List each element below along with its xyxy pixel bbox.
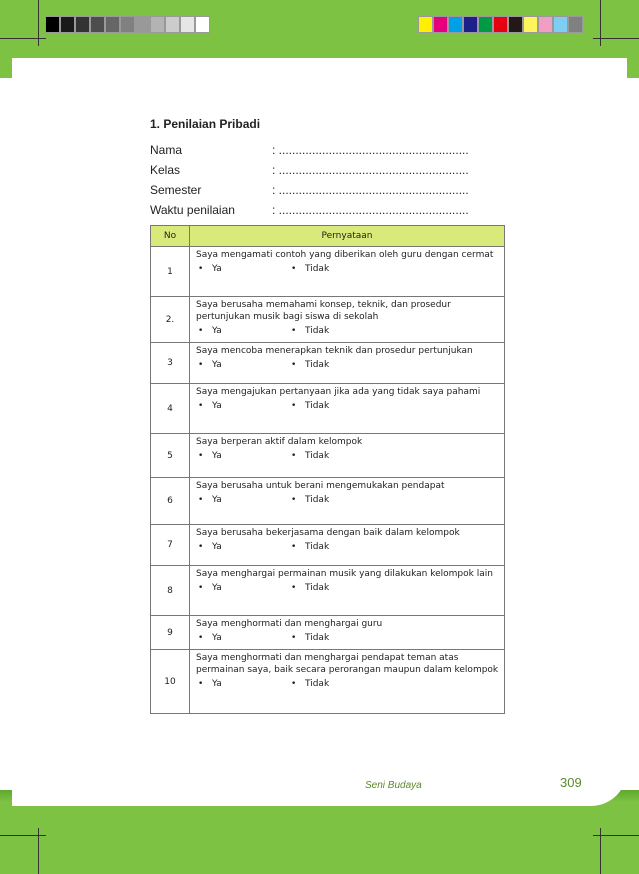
color-swatch bbox=[463, 16, 478, 33]
bullet-icon: • bbox=[198, 542, 204, 552]
option-label: Ya bbox=[212, 360, 222, 370]
option-tidak[interactable] bbox=[291, 541, 329, 553]
field-label: Nama bbox=[150, 143, 183, 157]
option-ya[interactable] bbox=[196, 632, 291, 644]
bullet-icon: • bbox=[291, 360, 297, 370]
table-row bbox=[151, 650, 505, 714]
table-row bbox=[151, 343, 505, 384]
row-number: 9 bbox=[151, 616, 190, 650]
statement-text: Saya mencoba menerapkan teknik dan prosedur pertunjukan bbox=[196, 346, 473, 356]
row-number: 4 bbox=[151, 384, 190, 434]
table-row bbox=[151, 434, 505, 478]
color-swatch bbox=[180, 16, 195, 33]
table-header-row bbox=[151, 226, 505, 247]
answer-options bbox=[196, 263, 499, 275]
table-row bbox=[151, 566, 505, 616]
option-ya[interactable] bbox=[196, 400, 291, 412]
process-color-bar bbox=[418, 16, 583, 33]
option-label: Tidak bbox=[305, 495, 330, 505]
option-ya[interactable] bbox=[196, 325, 291, 337]
option-tidak[interactable] bbox=[291, 678, 329, 690]
bullet-icon: • bbox=[291, 401, 297, 411]
option-tidak[interactable] bbox=[291, 359, 329, 371]
row-statement-cell bbox=[190, 434, 505, 478]
row-number: 7 bbox=[151, 525, 190, 566]
color-swatch bbox=[478, 16, 493, 33]
bullet-icon: • bbox=[198, 495, 204, 505]
statement-text: Saya mengajukan pertanyaan jika ada yang tidak saya pahami bbox=[196, 387, 481, 397]
option-ya[interactable] bbox=[196, 678, 291, 690]
color-swatch bbox=[418, 16, 433, 33]
row-number: 3 bbox=[151, 343, 190, 384]
color-swatch bbox=[150, 16, 165, 33]
crop-mark bbox=[593, 835, 639, 836]
option-label: Ya bbox=[212, 451, 222, 461]
header-no: No bbox=[151, 226, 190, 247]
option-ya[interactable] bbox=[196, 359, 291, 371]
color-swatch bbox=[508, 16, 523, 33]
color-swatch bbox=[60, 16, 75, 33]
crop-mark bbox=[38, 0, 39, 46]
answer-options bbox=[196, 541, 499, 553]
color-swatch bbox=[523, 16, 538, 33]
option-label: Tidak bbox=[305, 583, 330, 593]
row-statement-cell bbox=[190, 566, 505, 616]
option-label: Tidak bbox=[305, 679, 330, 689]
crop-mark bbox=[593, 38, 639, 39]
row-number: 8 bbox=[151, 566, 190, 616]
row-statement-cell bbox=[190, 650, 505, 714]
section-title: 1. Penilaian Pribadi bbox=[150, 117, 261, 131]
bullet-icon: • bbox=[198, 360, 204, 370]
option-label: Ya bbox=[212, 264, 222, 274]
row-number: 2. bbox=[151, 297, 190, 343]
option-ya[interactable] bbox=[196, 263, 291, 275]
bullet-icon: • bbox=[198, 401, 204, 411]
row-number: 10 bbox=[151, 650, 190, 714]
statement-text: Saya menghormati dan menghargai pendapat teman atas permainan saya, baik secara perorangan maupun dalam kelompok bbox=[196, 653, 499, 675]
row-statement-cell bbox=[190, 343, 505, 384]
answer-options bbox=[196, 494, 499, 506]
bullet-icon: • bbox=[198, 264, 204, 274]
field-blank: : ......................................................... bbox=[272, 203, 469, 217]
statement-text: Saya mengamati contoh yang diberikan oleh guru dengan cermat bbox=[196, 250, 494, 260]
color-swatch bbox=[120, 16, 135, 33]
color-swatch bbox=[493, 16, 508, 33]
grayscale-color-bar bbox=[45, 16, 210, 33]
assessment-table bbox=[150, 225, 505, 714]
statement-text: Saya berusaha memahami konsep, teknik, dan prosedur pertunjukan musik bagi siswa di sekolah bbox=[196, 300, 451, 322]
statement-text: Saya menghargai permainan musik yang dilakukan kelompok lain bbox=[196, 569, 493, 579]
option-label: Ya bbox=[212, 679, 222, 689]
statement-text: Saya berusaha untuk berani mengemukakan pendapat bbox=[196, 481, 445, 491]
crop-mark bbox=[0, 835, 46, 836]
crop-mark bbox=[0, 38, 46, 39]
option-tidak[interactable] bbox=[291, 450, 329, 462]
row-statement-cell bbox=[190, 478, 505, 525]
bullet-icon: • bbox=[291, 451, 297, 461]
color-swatch bbox=[553, 16, 568, 33]
option-label: Tidak bbox=[305, 264, 330, 274]
field-label: Semester bbox=[150, 183, 202, 197]
bullet-icon: • bbox=[291, 583, 297, 593]
crop-mark bbox=[600, 0, 601, 46]
color-swatch bbox=[105, 16, 120, 33]
answer-options bbox=[196, 400, 499, 412]
table-row bbox=[151, 297, 505, 343]
row-number: 5 bbox=[151, 434, 190, 478]
field-label: Waktu penilaian bbox=[150, 203, 235, 217]
option-tidak[interactable] bbox=[291, 325, 329, 337]
bullet-icon: • bbox=[198, 633, 204, 643]
row-statement-cell bbox=[190, 247, 505, 297]
answer-options bbox=[196, 325, 499, 337]
field-blank: : ......................................................... bbox=[272, 143, 469, 157]
option-label: Tidak bbox=[305, 633, 330, 643]
bullet-icon: • bbox=[291, 326, 297, 336]
book-title: Seni Budaya bbox=[365, 780, 422, 791]
bullet-icon: • bbox=[291, 542, 297, 552]
bullet-icon: • bbox=[198, 583, 204, 593]
color-swatch bbox=[135, 16, 150, 33]
option-ya[interactable] bbox=[196, 494, 291, 506]
statement-text: Saya berperan aktif dalam kelompok bbox=[196, 437, 363, 447]
bullet-icon: • bbox=[291, 495, 297, 505]
option-label: Ya bbox=[212, 495, 222, 505]
row-statement-cell bbox=[190, 297, 505, 343]
answer-options bbox=[196, 632, 499, 644]
option-label: Tidak bbox=[305, 542, 330, 552]
bullet-icon: • bbox=[291, 633, 297, 643]
table-row bbox=[151, 247, 505, 297]
color-swatch bbox=[75, 16, 90, 33]
row-statement-cell bbox=[190, 616, 505, 650]
bullet-icon: • bbox=[291, 679, 297, 689]
row-statement-cell bbox=[190, 384, 505, 434]
bullet-icon: • bbox=[291, 264, 297, 274]
option-ya[interactable] bbox=[196, 450, 291, 462]
option-tidak[interactable] bbox=[291, 632, 329, 644]
answer-options bbox=[196, 678, 499, 690]
option-tidak[interactable] bbox=[291, 263, 329, 275]
row-statement-cell bbox=[190, 525, 505, 566]
option-tidak[interactable] bbox=[291, 582, 329, 594]
option-label: Tidak bbox=[305, 360, 330, 370]
bullet-icon: • bbox=[198, 679, 204, 689]
answer-options bbox=[196, 582, 499, 594]
row-number: 1 bbox=[151, 247, 190, 297]
color-swatch bbox=[448, 16, 463, 33]
table-row bbox=[151, 478, 505, 525]
option-label: Ya bbox=[212, 542, 222, 552]
color-swatch bbox=[165, 16, 180, 33]
option-label: Ya bbox=[212, 401, 222, 411]
option-label: Ya bbox=[212, 583, 222, 593]
statement-text: Saya berusaha bekerjasama dengan baik dalam kelompok bbox=[196, 528, 460, 538]
bullet-icon: • bbox=[198, 451, 204, 461]
answer-options bbox=[196, 359, 499, 371]
color-swatch bbox=[45, 16, 60, 33]
field-blank: : ......................................................... bbox=[272, 163, 469, 177]
option-ya[interactable] bbox=[196, 582, 291, 594]
answer-options bbox=[196, 450, 499, 462]
table-row bbox=[151, 384, 505, 434]
option-label: Tidak bbox=[305, 451, 330, 461]
option-label: Ya bbox=[212, 633, 222, 643]
color-swatch bbox=[568, 16, 583, 33]
color-swatch bbox=[538, 16, 553, 33]
field-blank: : ......................................................... bbox=[272, 183, 469, 197]
option-label: Tidak bbox=[305, 401, 330, 411]
option-label: Tidak bbox=[305, 326, 330, 336]
page-number: 309 bbox=[560, 775, 582, 790]
option-tidak[interactable] bbox=[291, 494, 329, 506]
table-row bbox=[151, 616, 505, 650]
option-tidak[interactable] bbox=[291, 400, 329, 412]
color-swatch bbox=[195, 16, 210, 33]
option-ya[interactable] bbox=[196, 541, 291, 553]
bullet-icon: • bbox=[198, 326, 204, 336]
color-swatch bbox=[90, 16, 105, 33]
header-statement: Pernyataan bbox=[190, 226, 505, 247]
option-label: Ya bbox=[212, 326, 222, 336]
row-number: 6 bbox=[151, 478, 190, 525]
table-row bbox=[151, 525, 505, 566]
color-swatch bbox=[433, 16, 448, 33]
field-label: Kelas bbox=[150, 163, 181, 177]
statement-text: Saya menghormati dan menghargai guru bbox=[196, 619, 383, 629]
